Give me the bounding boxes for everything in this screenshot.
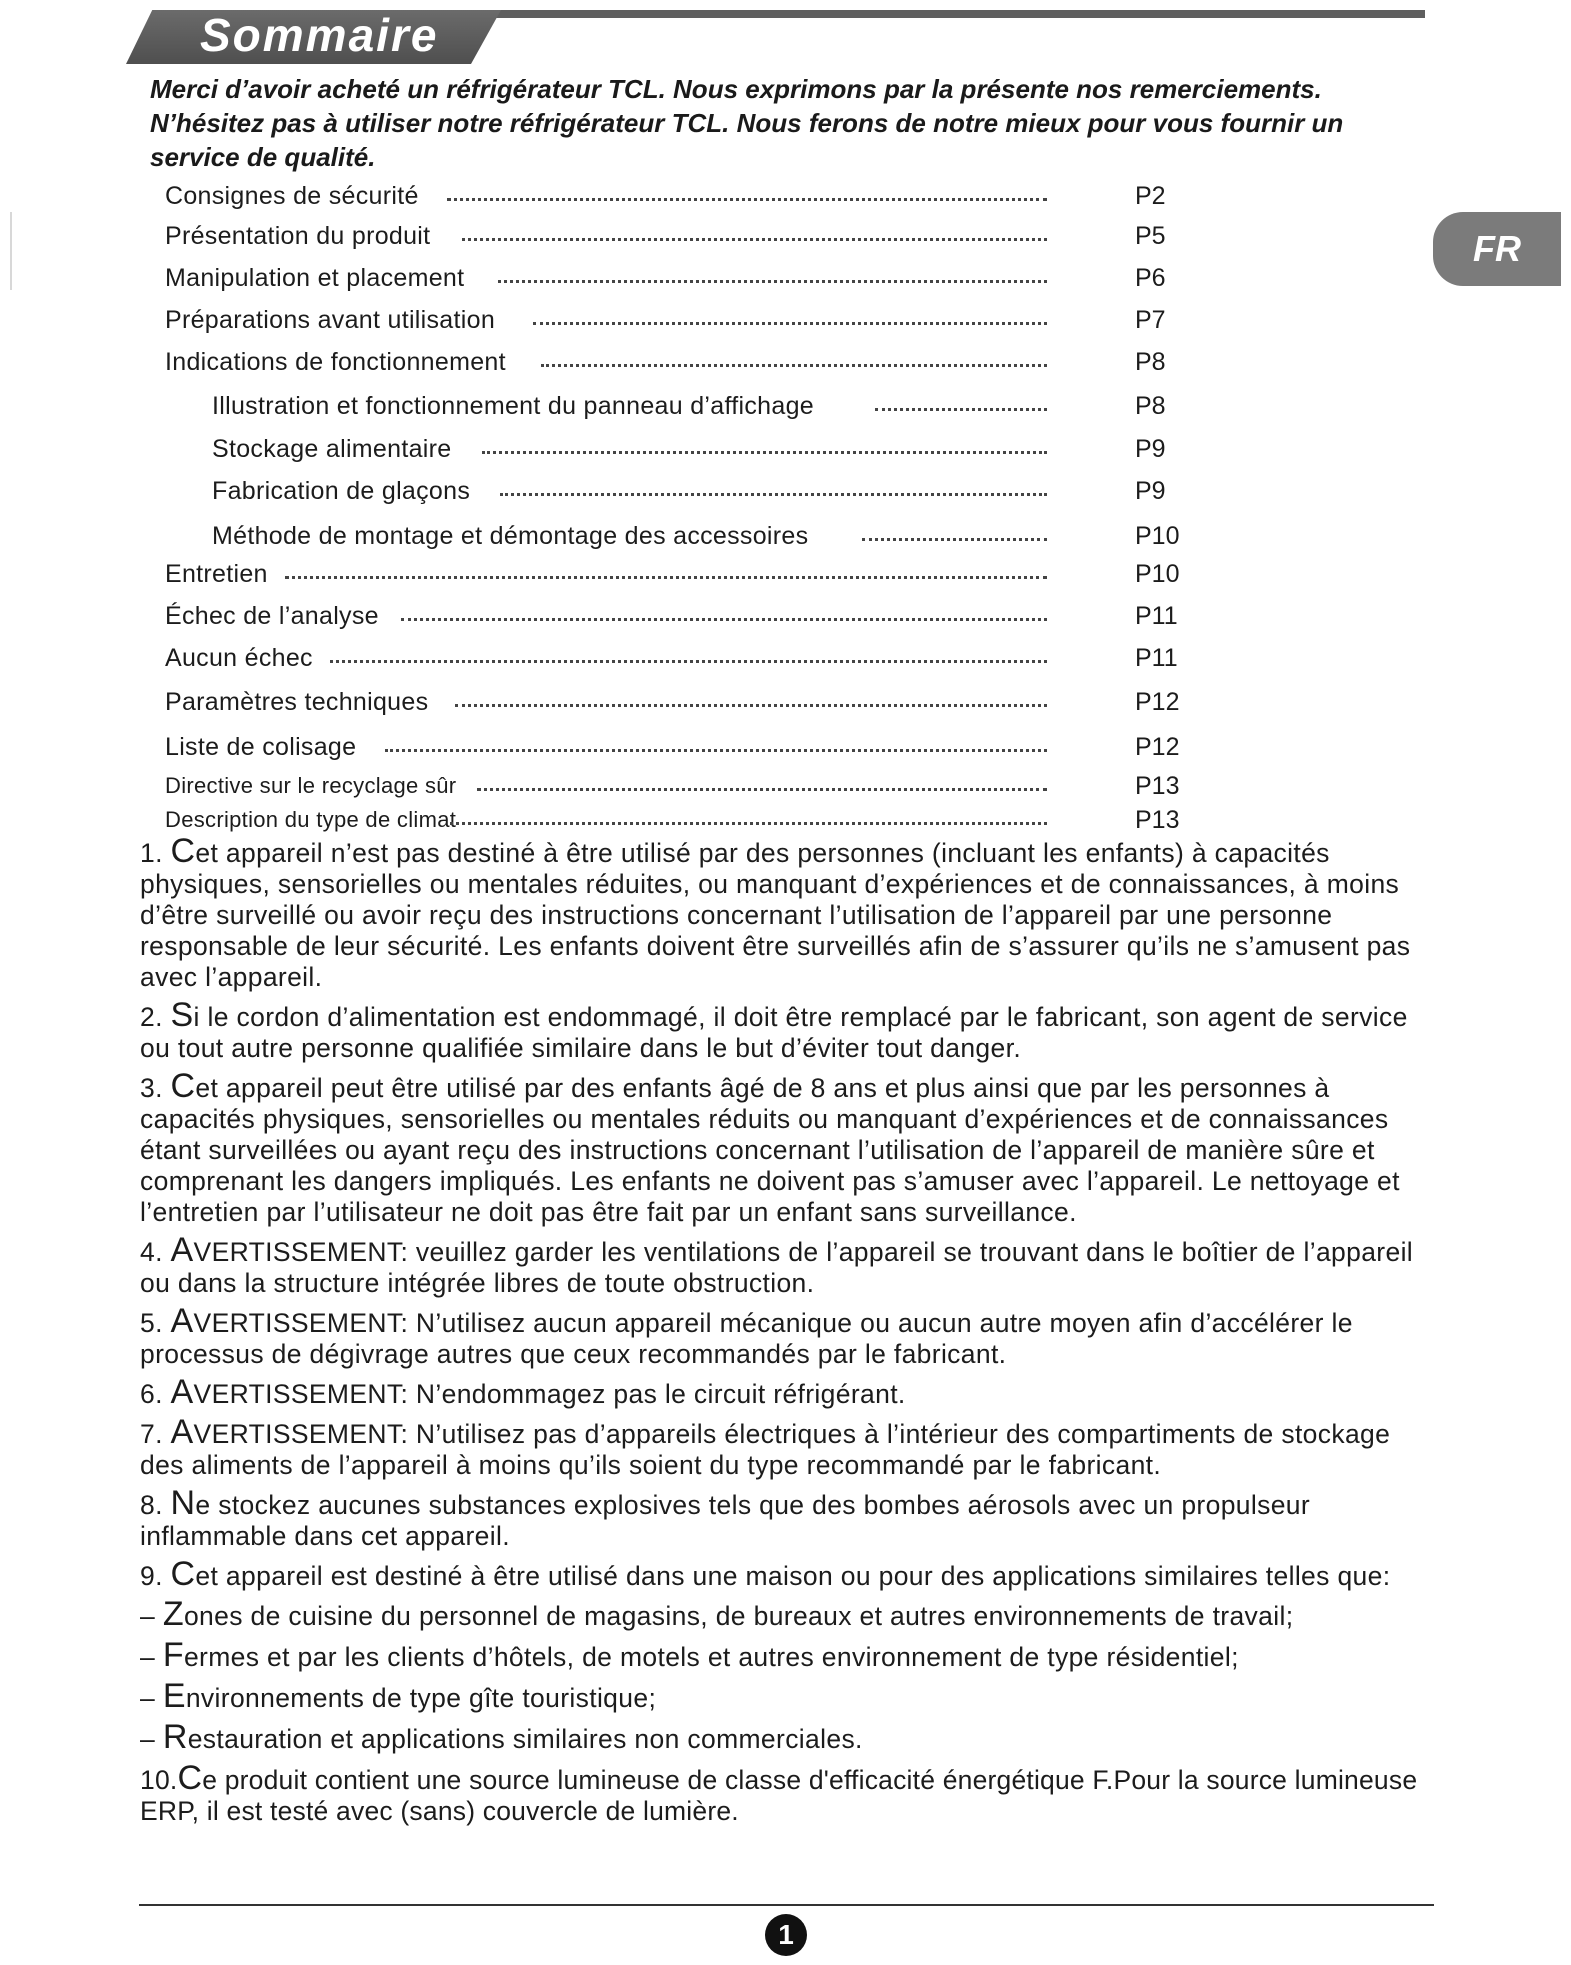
item-number: 3. <box>140 1073 171 1103</box>
item-number: 7. <box>140 1419 171 1449</box>
dash-bullet: – <box>140 1642 163 1672</box>
item-initial: F <box>162 1636 184 1674</box>
item-initial: A <box>170 1413 194 1451</box>
toc-page: P12 <box>1135 732 1180 761</box>
toc-page: P13 <box>1135 771 1180 800</box>
language-tab: FR <box>1433 212 1561 286</box>
instruction-item <box>140 832 1440 993</box>
toc-label: Aucun échec <box>165 643 313 672</box>
toc-leader <box>330 660 1047 663</box>
item-initial: S <box>170 996 194 1034</box>
toc-leader <box>462 238 1047 241</box>
toc-label: Liste de colisage <box>165 732 357 761</box>
toc-subentry <box>212 388 1312 424</box>
toc-page: P10 <box>1135 559 1180 588</box>
toc-page: P5 <box>1135 221 1166 250</box>
toc-label: Fabrication de glaçons <box>212 476 471 505</box>
item-number: 6. <box>140 1379 171 1409</box>
item-text: e produit contient une source lumineuse de classe d'efficacité énergétique F.Pour la source lumineuse ERP, il est testé avec (sans) couvercle de lumière. <box>140 1765 1418 1826</box>
toc-page: P8 <box>1135 347 1166 376</box>
page-number: 1 <box>765 1914 807 1956</box>
toc-leader <box>401 618 1047 621</box>
usage-list-item <box>140 1677 1440 1715</box>
toc-leader <box>385 749 1047 752</box>
intro-text: Merci d’avoir acheté un réfrigérateur TCL. Nous exprimons par la présente nos remerciements. N’hésitez pas à utiliser notre réfrigérateur TCL. Nous ferons de notre mieux pour vous fournir un service de qualité. <box>150 74 1344 172</box>
safety-instructions <box>140 832 1440 1834</box>
item-text: e stockez aucunes substances explosives tels que des bombes aérosols avec un propulseur inflammable dans cet appareil. <box>140 1490 1311 1551</box>
toc-page: P9 <box>1135 476 1166 505</box>
instruction-item <box>140 1759 1440 1827</box>
toc-page: P6 <box>1135 263 1166 292</box>
item-initial: C <box>170 832 196 870</box>
toc-page: P13 <box>1135 805 1180 834</box>
footer-rule <box>139 1904 1434 1906</box>
usage-list-item <box>140 1718 1440 1756</box>
page-title: Sommaire <box>200 9 439 61</box>
toc-leader <box>447 198 1047 201</box>
toc-page: P8 <box>1135 391 1166 420</box>
item-text: ones de cuisine du personnel de magasins, de bureaux et autres environnements de travail; <box>183 1601 1294 1631</box>
toc-label: Échec de l’analyse <box>165 601 379 630</box>
toc-entry <box>165 218 1265 254</box>
toc-subentry <box>212 431 1312 467</box>
toc-leader <box>500 493 1047 496</box>
toc-entry <box>165 556 1265 592</box>
toc-label: Préparations avant utilisation <box>165 305 496 334</box>
dash-bullet: – <box>140 1683 163 1713</box>
toc-subentry <box>212 473 1312 509</box>
item-text: nvironnements de type gîte touristique; <box>185 1683 657 1713</box>
toc-label: Présentation du produit <box>165 221 431 250</box>
header-rule <box>470 10 1425 18</box>
dash-bullet: – <box>140 1601 163 1631</box>
toc-page: P7 <box>1135 305 1166 334</box>
toc-leader <box>450 822 1047 825</box>
toc-leader <box>498 280 1047 283</box>
toc-entry <box>165 598 1265 634</box>
toc-entry <box>165 684 1265 720</box>
item-number: 8. <box>140 1490 171 1520</box>
toc-label: Directive sur le recyclage sûr <box>165 773 457 798</box>
item-initial: E <box>162 1677 186 1715</box>
instruction-item <box>140 1067 1440 1228</box>
instruction-item <box>140 1413 1440 1481</box>
toc-leader <box>862 538 1047 541</box>
instruction-item <box>140 996 1440 1064</box>
toc-label: Indications de fonctionnement <box>165 347 506 376</box>
toc-entry <box>165 178 1265 214</box>
toc-leader <box>482 451 1047 454</box>
margin-mark <box>10 212 12 290</box>
dash-bullet: – <box>140 1724 163 1754</box>
instruction-item <box>140 1484 1440 1552</box>
toc-leader <box>541 364 1047 367</box>
toc-leader <box>285 576 1047 579</box>
toc-label: Description du type de climat <box>165 807 457 832</box>
item-initial: C <box>177 1759 203 1797</box>
toc-entry <box>165 768 1265 804</box>
item-number: 9. <box>140 1561 171 1591</box>
toc-page: P2 <box>1135 181 1166 210</box>
usage-list-item <box>140 1636 1440 1674</box>
item-text: et appareil peut être utilisé par des enfants âgé de 8 ans et plus ainsi que par les personnes à capacités physiques, sensorielles ou mentales réduits ou manquant d’expériences et de connaissances étant surveillées ou ayant reçu des instructions concernant l’utilisation de l’appareil de manière sûre et comprenant les dangers impliqués. Les enfants ne doivent pas s’amuser avec l’appareil. Le nettoyage et l’entretien par l’utilisateur ne doit pas être fait par un enfant sans surveillance. <box>140 1073 1400 1227</box>
item-text: VERTISSEMENT: N’endommagez pas le circuit réfrigérant. <box>193 1379 906 1409</box>
toc-label: Méthode de montage et démontage des accessoires <box>212 521 809 550</box>
item-text: VERTISSEMENT: veuillez garder les ventilations de l’appareil se trouvant dans le boîtier de l’appareil ou dans la structure intégrée libres de toute obstruction. <box>140 1237 1414 1298</box>
item-number: 5. <box>140 1308 171 1338</box>
toc-label: Consignes de sécurité <box>165 181 419 210</box>
instruction-item <box>140 1373 1440 1411</box>
toc-entry <box>165 344 1265 380</box>
item-initial: A <box>170 1231 194 1269</box>
item-initial: A <box>170 1302 194 1340</box>
toc-subentry <box>212 518 1312 554</box>
item-initial: N <box>170 1484 196 1522</box>
item-initial: Z <box>162 1595 184 1633</box>
toc-leader <box>875 408 1047 411</box>
item-text: VERTISSEMENT: N’utilisez aucun appareil mécanique ou aucun autre moyen afin d’accélérer le processus de dégivrage autres que ceux recommandés par le fabricant. <box>140 1308 1353 1369</box>
item-text: ermes et par les clients d’hôtels, de motels et autres environnement de type résidentiel; <box>183 1642 1239 1672</box>
usage-list-item <box>140 1595 1440 1633</box>
item-number: 2. <box>140 1002 171 1032</box>
toc-page: P11 <box>1135 601 1178 630</box>
toc-page: P10 <box>1135 521 1180 550</box>
item-text: VERTISSEMENT: N’utilisez pas d’appareils électriques à l’intérieur des compartiments de stockage des aliments de l’appareil à moins qu’ils soient du type recommandé par le fabricant. <box>140 1419 1391 1480</box>
item-initial: A <box>170 1373 194 1411</box>
instruction-item <box>140 1231 1440 1299</box>
toc-leader <box>477 788 1047 791</box>
item-number: 4. <box>140 1237 171 1267</box>
item-text: et appareil est destiné à être utilisé dans une maison ou pour des applications similaires telles que: <box>195 1561 1391 1591</box>
item-text: i le cordon d’alimentation est endommagé, il doit être remplacé par le fabricant, son agent de service ou tout autre personne qualifiée similaire dans le but d’éviter tout danger. <box>140 1002 1408 1063</box>
toc-entry <box>165 260 1265 296</box>
item-number: 10. <box>140 1765 178 1795</box>
toc-page: P9 <box>1135 434 1166 463</box>
toc-leader <box>533 322 1047 325</box>
toc-entry <box>165 640 1265 676</box>
instruction-item <box>140 1555 1440 1593</box>
toc-label: Entretien <box>165 559 268 588</box>
item-initial: R <box>162 1718 188 1756</box>
toc-label: Stockage alimentaire <box>212 434 452 463</box>
toc-label: Illustration et fonctionnement du panneau d’affichage <box>212 391 814 420</box>
toc-label: Manipulation et placement <box>165 263 465 292</box>
item-initial: C <box>170 1067 196 1105</box>
item-initial: C <box>170 1555 196 1593</box>
item-number: 1. <box>140 838 171 868</box>
toc-entry <box>165 302 1265 338</box>
toc-entry <box>165 802 1265 838</box>
toc-leader <box>455 704 1047 707</box>
toc-page: P11 <box>1135 643 1178 672</box>
toc-entry <box>165 729 1265 765</box>
toc-page: P12 <box>1135 687 1180 716</box>
instruction-item <box>140 1302 1440 1370</box>
item-text: estauration et applications similaires non commerciales. <box>187 1724 863 1754</box>
item-text: et appareil n’est pas destiné à être utilisé par des personnes (incluant les enfants) à capacités physiques, sensorielles ou mentales réduites, ou manquant d’expériences et de connaissances, à moins d’être surveillé ou avoir reçu des instructions concernant l’utilisation de l’appareil par une personne responsable de leur sécurité. Les enfants doivent être surveillés afin de s’assurer qu’ils ne s’amusent pas avec l’appareil. <box>140 838 1411 992</box>
toc-label: Paramètres techniques <box>165 687 429 716</box>
